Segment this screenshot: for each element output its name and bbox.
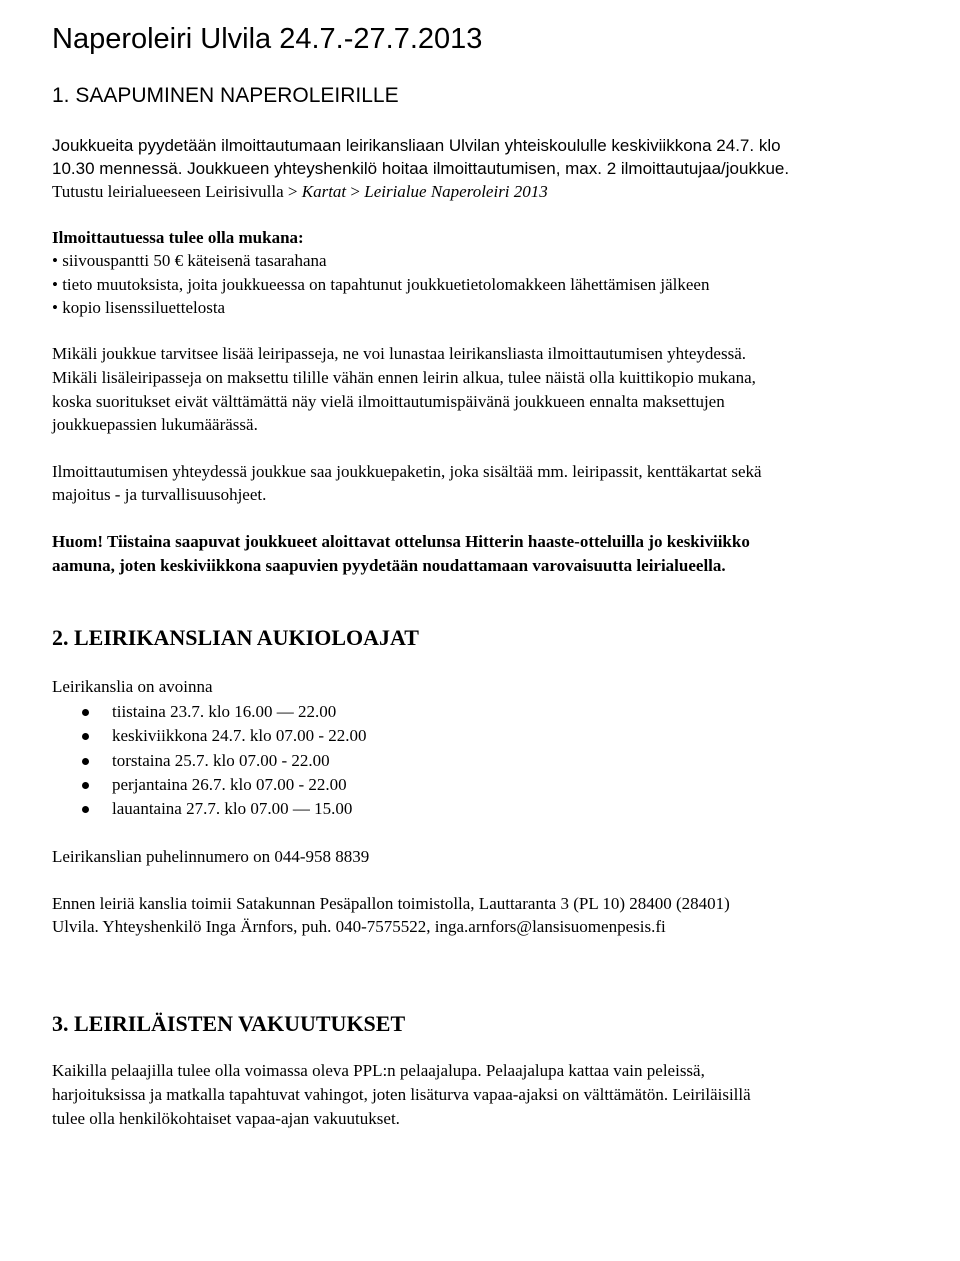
section-2-heading: 2. LEIRIKANSLIAN AUKIOLOAJAT	[52, 625, 419, 650]
team-package-line: Ilmoittautumisen yhteydessä joukkue saa joukkuepaketin, joka sisältää mm. leiripassit, kenttäkartat sekä	[52, 462, 762, 481]
office-phone-line: Leirikanslian puhelinnumero on 044-958 8839	[52, 847, 370, 866]
office-hours-intro: Leirikanslia on avoinna	[52, 677, 213, 696]
extra-passes-line: Mikäli lisäleiripasseja on maksettu tilille vähän ennen leirin alkua, tulee näistä olla kuittikopio mukana,	[52, 368, 756, 387]
bullet-icon	[82, 709, 89, 716]
arrival-paragraph-line-2: 10.30 mennessä. Joukkueen yhteyshenkilö hoitaa ilmoittautumisen, max. 2 ilmoittautujaa/joukkue.	[52, 159, 790, 178]
section-1-heading: 1. SAAPUMINEN NAPEROLEIRILLE	[52, 84, 399, 107]
insurance-line: harjoituksissa ja matkalla tapahtuvat vahingot, joten lisäturva vapaa-ajaksi on välttämätön. Leiriläisillä	[52, 1085, 751, 1104]
document-title: Naperoleiri Ulvila 24.7.-27.7.2013	[52, 23, 483, 55]
office-hours-item	[52, 724, 652, 748]
office-hours-item	[52, 749, 652, 773]
team-package-line: majoitus - ja turvallisuusohjeet.	[52, 485, 267, 504]
camp-area-link-line	[52, 180, 548, 204]
bullet-icon	[82, 733, 89, 740]
extra-passes-line: koska suoritukset eivät välttämättä näy vielä ilmoittautumispäivänä joukkueen ennalta maksettujen	[52, 392, 725, 411]
link-separator: >	[350, 182, 360, 201]
bullet-icon	[82, 782, 89, 789]
insurance-line: Kaikilla pelaajilla tulee olla voimassa oleva PPL:n pelaajalupa. Pelaajalupa kattaa vain peleissä,	[52, 1061, 705, 1080]
important-note-line: Huom! Tiistaina saapuvat joukkueet aloittavat ottelunsa Hitterin haaste-otteluilla jo keskiviikko	[52, 532, 750, 551]
requirement-item: • tieto muutoksista, joita joukkueessa on tapahtunut joukkuetietolomakkeen lähettämisen jälkeen	[52, 275, 710, 294]
insurance-line: tulee olla henkilökohtaiset vapaa-ajan vakuutukset.	[52, 1109, 400, 1128]
pre-camp-office-line-2: Ulvila. Yhteyshenkilö Inga Ärnfors, puh. 040-7575522, inga.arnfors@lansisuomenpesis.fi	[52, 917, 666, 936]
office-hours-item	[52, 797, 652, 821]
office-hours-list	[52, 700, 652, 821]
office-hours-item	[52, 773, 652, 797]
office-hours-text: torstaina 25.7. klo 07.00 - 22.00	[112, 750, 330, 770]
requirements-heading: Ilmoittautuessa tulee olla mukana:	[52, 228, 304, 247]
arrival-paragraph-line-1: Joukkueita pyydetään ilmoittautumaan leirikansliaan Ulvilan yhteiskoululle keskiviikkona 24.7. klo	[52, 136, 781, 155]
requirement-item: • kopio lisenssiluettelosta	[52, 298, 226, 317]
office-hours-text: perjantaina 26.7. klo 07.00 - 22.00	[112, 774, 347, 794]
bullet-icon	[82, 758, 89, 765]
camp-area-prefix: Tutustu leirialueeseen Leirisivulla >	[52, 182, 298, 201]
office-hours-text: lauantaina 27.7. klo 07.00 — 15.00	[112, 799, 353, 819]
extra-passes-line: Mikäli joukkue tarvitsee lisää leiripasseja, ne voi lunastaa leirikansliasta ilmoittautumisen yhteydessä.	[52, 344, 746, 363]
office-hours-item	[52, 700, 652, 724]
bullet-icon	[82, 806, 89, 813]
office-hours-text: tiistaina 23.7. klo 16.00 — 22.00	[112, 702, 337, 721]
requirement-item: • siivouspantti 50 € käteisenä tasarahana	[52, 251, 327, 270]
maps-link[interactable]: Kartat	[301, 182, 347, 201]
pre-camp-office-line-1: Ennen leiriä kanslia toimii Satakunnan Pesäpallon toimistolla, Lauttaranta 3 (PL 10) 28400 (28401)	[52, 894, 730, 913]
camp-area-link[interactable]: Leirialue Naperoleiri 2013	[364, 182, 548, 201]
extra-passes-line: joukkuepassien lukumäärässä.	[52, 415, 258, 434]
section-3-heading: 3. LEIRILÄISTEN VAKUUTUKSET	[52, 1011, 406, 1036]
office-hours-text: keskiviikkona 24.7. klo 07.00 - 22.00	[112, 726, 367, 746]
important-note-line: aamuna, joten keskiviikkona saapuvien pyydetään noudattamaan varovaisuutta leirialueella.	[52, 556, 726, 575]
